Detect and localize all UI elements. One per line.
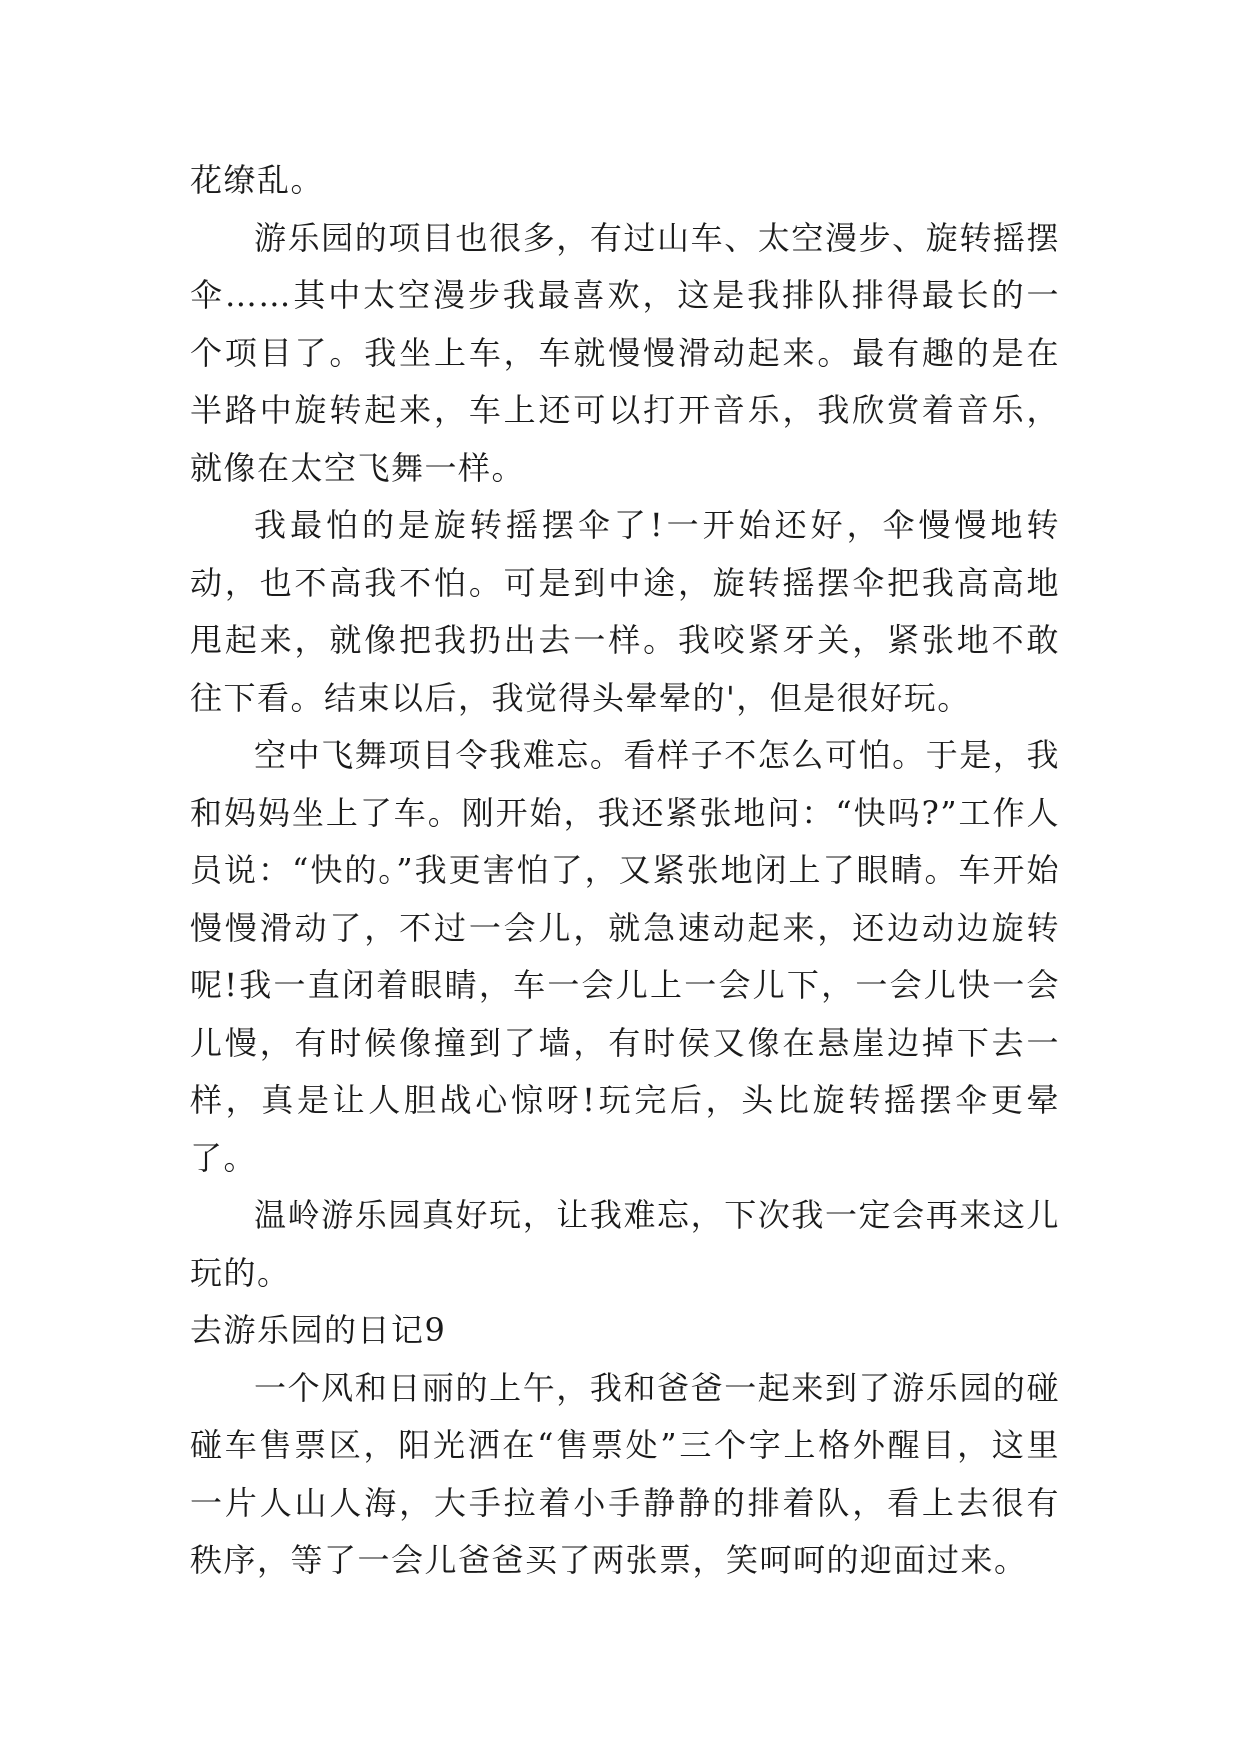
section-heading: 去游乐园的日记9 bbox=[190, 1311, 447, 1349]
paragraph-bumper-cars: 一个风和日丽的上午，我和爸爸一起来到了游乐园的碰碰车售票区，阳光洒在“售票处”三个字上格外醒目，这里一片人山人海，大手拉着小手静静的排着队，看上去很有秩序，等了一会儿爸爸买了两张票，笑呵呵的迎面过来。 bbox=[190, 1368, 1060, 1579]
paragraph-swing-umbrella: 我最怕的是旋转摇摆伞了!一开始还好，伞慢慢地转动，也不高我不怕。可是到中途，旋转摇摆伞把我高高地甩起来，就像把我扔出去一样。我咬紧牙关，紧张地不敢往下看。结束以后，我觉得头晕晕的'，但是很好玩。 bbox=[190, 506, 1060, 717]
paragraph-conclusion: 温岭游乐园真好玩，让我难忘，下次我一定会再来这儿玩的。 bbox=[190, 1196, 1060, 1292]
paragraph-sky-dance: 空中飞舞项目令我难忘。看样子不怎么可怕。于是，我和妈妈坐上了车。刚开始，我还紧张地问：“快吗?”工作人员说：“快的。”我更害怕了，又紧张地闭上了眼睛。车开始慢慢滑动了，不过一会儿，就急速动起来，还边动边旋转呢!我一直闭着眼睛，车一会儿上一会儿下，一会儿快一会儿慢，有时候像撞到了墙，有时侯又像在悬崖边掉下去一样，真是让人胆战心惊呀!玩完后，头比旋转摇摆伞更晕了。 bbox=[190, 736, 1060, 1177]
paragraph-continuation: 花缭乱。 bbox=[190, 161, 325, 199]
paragraph-rides: 游乐园的项目也很多，有过山车、太空漫步、旋转摇摆伞……其中太空漫步我最喜欢，这是我排队排得最长的一个项目了。我坐上车，车就慢慢滑动起来。最有趣的是在半路中旋转起来，车上还可以打开音乐，我欣赏着音乐，就像在太空飞舞一样。 bbox=[190, 218, 1060, 487]
document-body bbox=[190, 152, 1060, 1590]
